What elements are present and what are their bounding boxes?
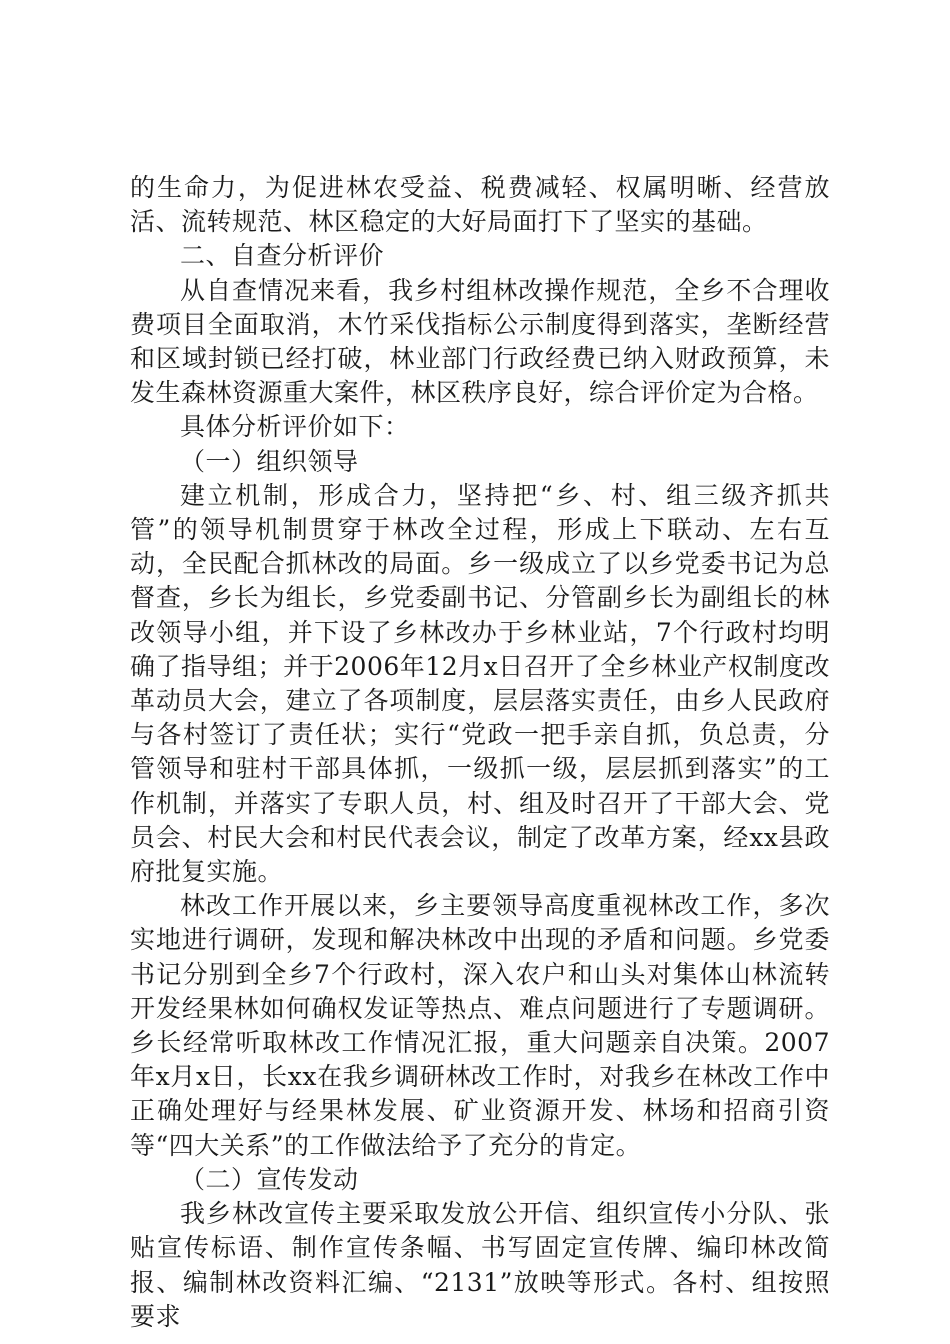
subheading-publicity: （二）宣传发动	[180, 1164, 359, 1194]
paragraph-publicity-methods: 我乡林改宣传主要采取发放公开信、组织宣传小分队、张贴宣传标语、制作宣传条幅、书写固定宣传牌、编印林改简报、编制林改资料汇编、“2131”放映等形式。各村、组按照要求	[130, 1199, 830, 1331]
section-heading-self-check: 二、自查分析评价	[180, 241, 385, 271]
paragraph-self-check-summary: 从自查情况来看，我乡村组林改操作规范，全乡不合理收费项目全面取消，木竹采伐指标公示制度得到落实，垄断经营和区域封锁已经打破，林业部门行政经费已纳入财政预算，未发生森林资源重大案件，林区秩序良好，综合评价定为合格。	[130, 275, 830, 408]
subheading-organization: （一）组织领导	[180, 446, 359, 476]
paragraph-analysis-intro: 具体分析评价如下：	[180, 412, 410, 442]
document-body	[130, 171, 830, 1334]
paragraph-continuation: 的生命力，为促进林农受益、税费减轻、权属明晰、经营放活、流转规范、林区稳定的大好局面打下了坚实的基础。	[130, 173, 830, 237]
paragraph-organization-mechanism: 建立机制，形成合力，坚持把“乡、村、组三级齐抓共管”的领导机制贯穿于林改全过程，形成上下联动、左右互动，全民配合抓林改的局面。乡一级成立了以乡党委书记为总督查，乡长为组长，乡党委副书记、分管副乡长为副组长的林改领导小组，并下设了乡林改办于乡林业站，7个行政村均明确了指导组；并于2006年12月x日召开了全乡林业产权制度改革动员大会，建立了各项制度，层层落实责任，由乡人民政府与各村签订了责任状；实行“党政一把手亲自抓，负总责，分管领导和驻村干部具体抓，一级抓一级，层层抓到落实”的工作机制，并落实了专职人员，村、组及时召开了干部大会、党员会、村民大会和村民代表会议，制定了改革方案，经xx县政府批复实施。	[130, 480, 830, 887]
paragraph-leadership-research: 林改工作开展以来，乡主要领导高度重视林改工作，多次实地进行调研，发现和解决林改中出现的矛盾和问题。乡党委书记分别到全乡7个行政村，深入农户和山头对集体山林流转开发经果林如何确权发证等热点、难点问题进行了专题调研。乡长经常听取林改工作情况汇报，重大问题亲自决策。2007年x月x日，长xx在我乡调研林改工作时，对我乡在林改工作中正确处理好与经果林发展、矿业资源开发、林场和招商引资等“四大关系”的工作做法给予了充分的肯定。	[130, 891, 830, 1160]
